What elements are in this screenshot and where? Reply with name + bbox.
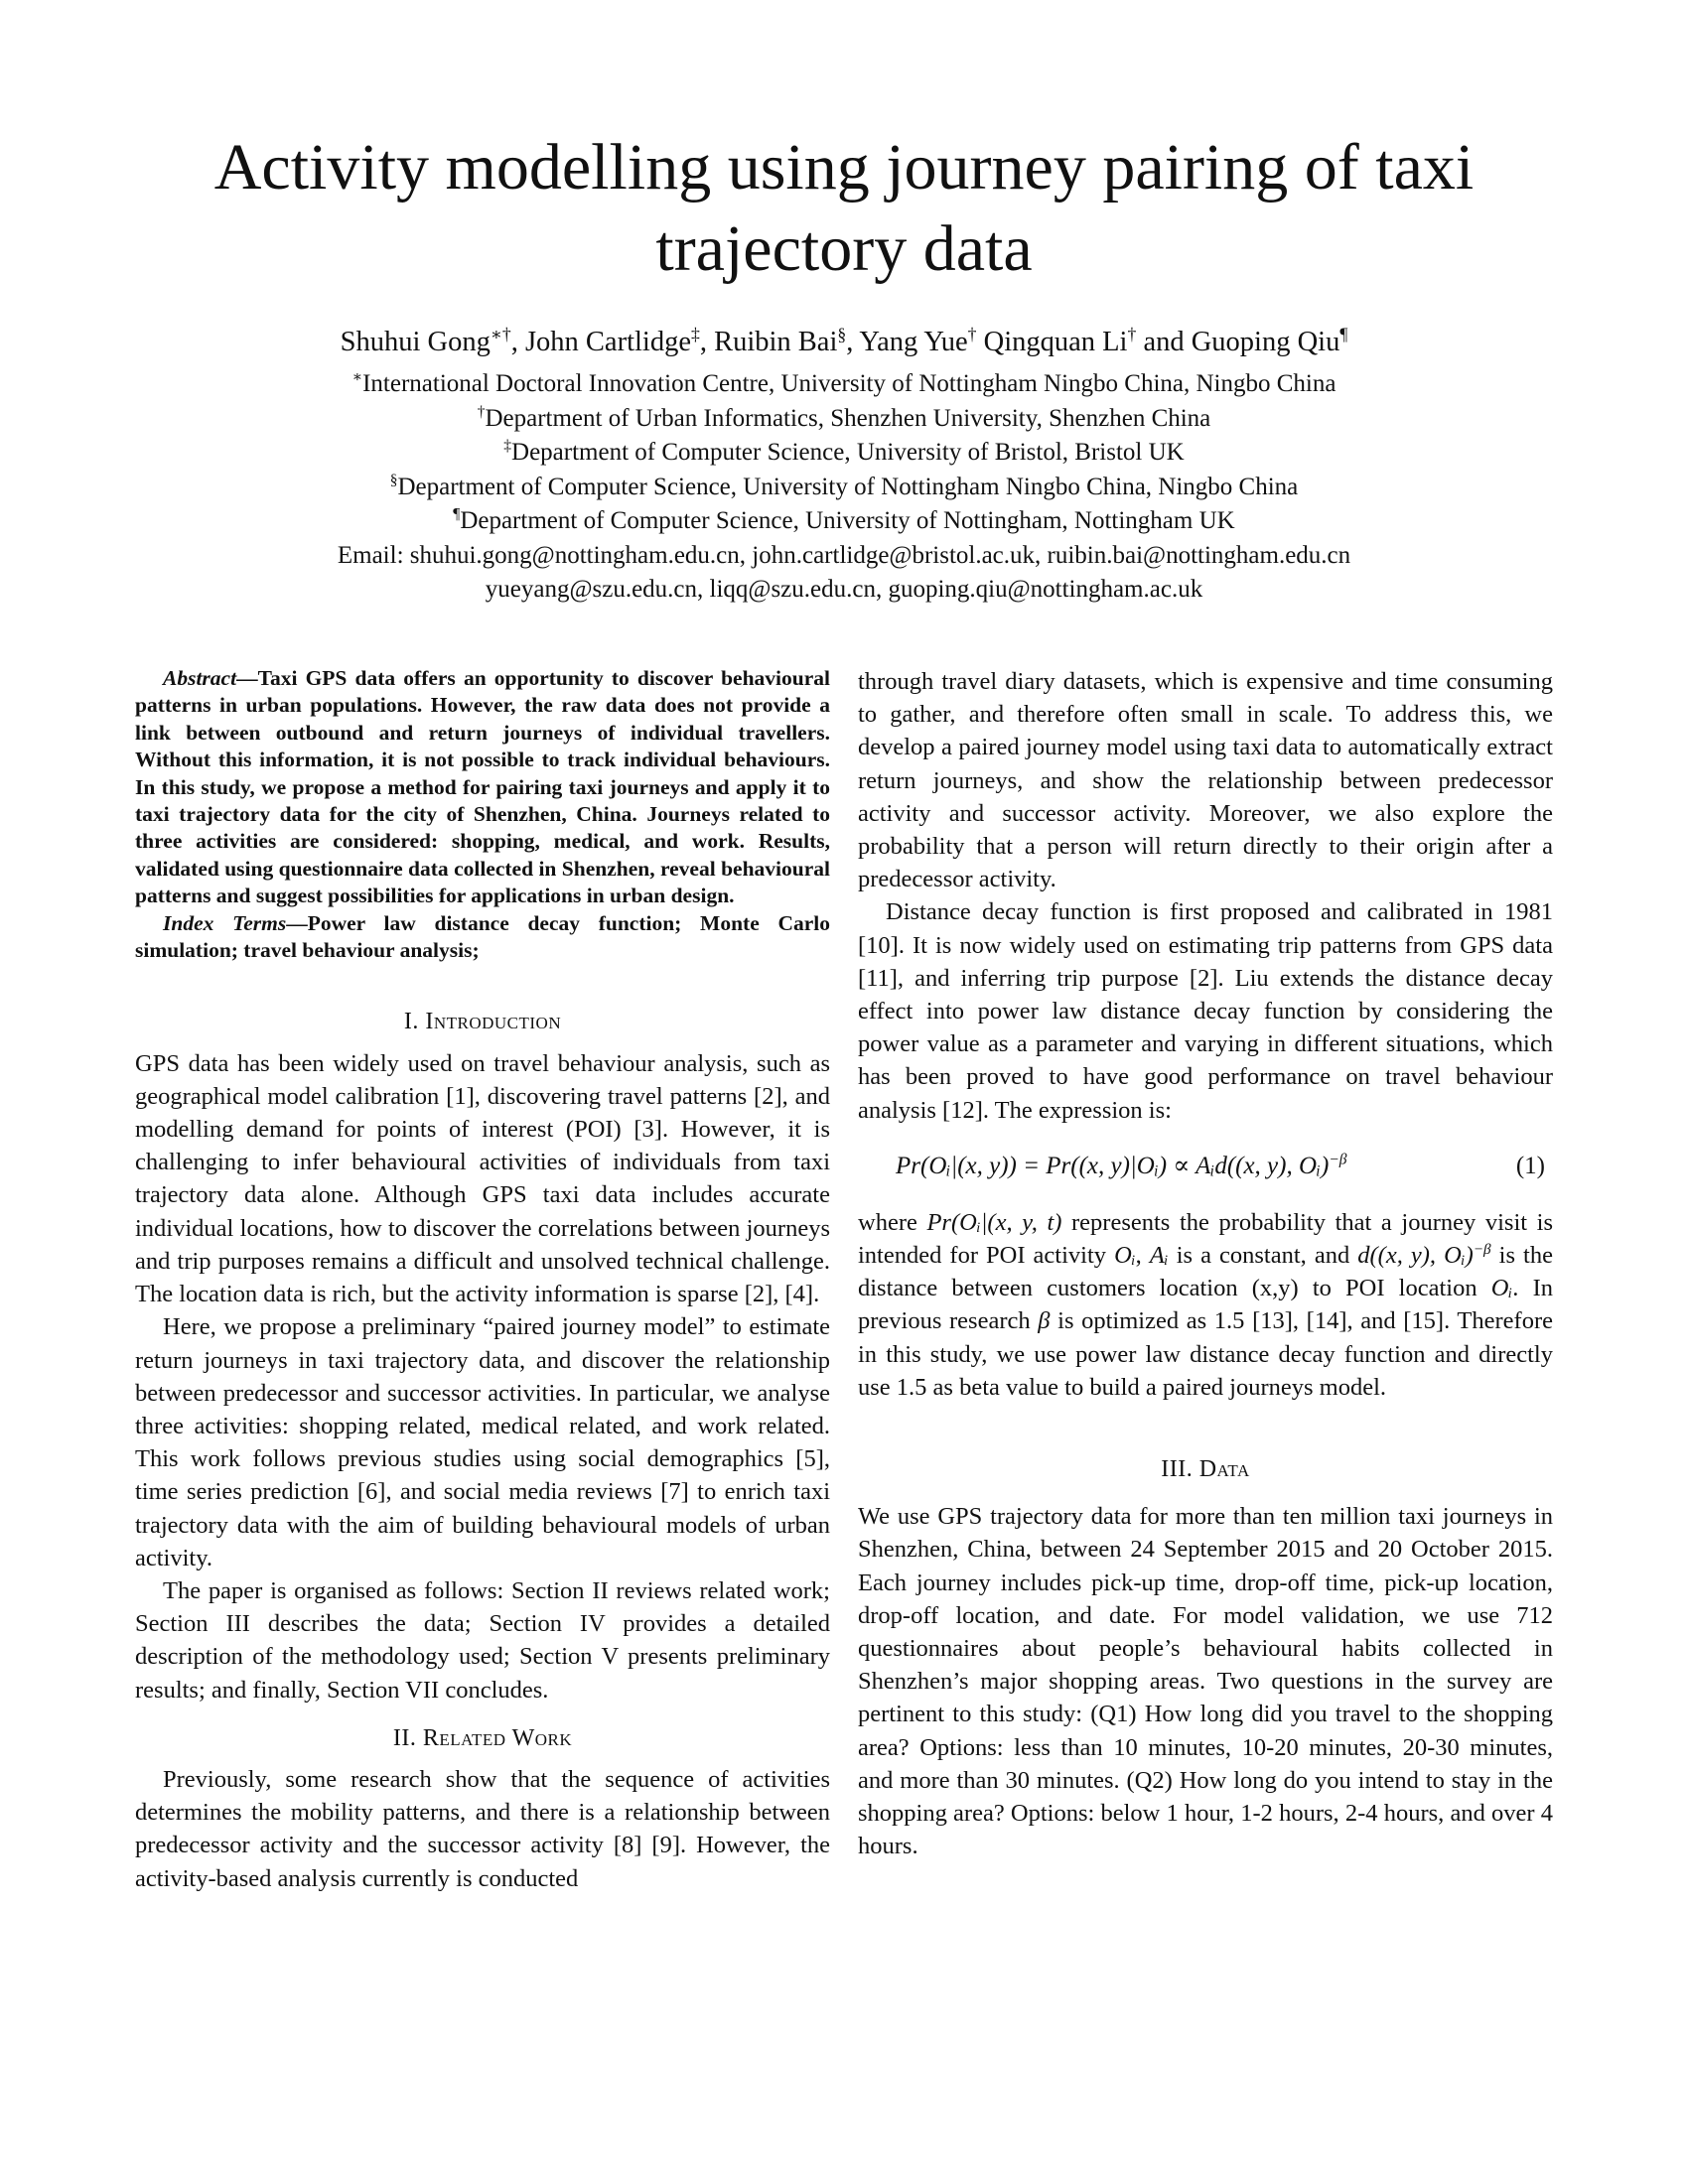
title-line-2: trajectory data — [655, 212, 1033, 285]
equation-body — [896, 1149, 1347, 1184]
affiliation-text: Department of Urban Informatics, Shenzhen University, Shenzhen China — [485, 404, 1211, 432]
section-heading-introduction: I. Introduction — [403, 1009, 562, 1035]
affiliation-line — [119, 471, 1569, 505]
affiliation-mark: † — [477, 403, 486, 421]
text-run: is a constant, and — [1168, 1242, 1358, 1270]
paper-title — [119, 127, 1569, 290]
inline-math-exponent: −β — [1473, 1240, 1491, 1258]
abstract-label: Abstract — [163, 666, 237, 690]
affiliation-text: International Doctoral Innovation Centre, University of Nottingham Ningbo China, Ningbo China — [362, 370, 1336, 397]
affiliation-line — [119, 402, 1569, 437]
affiliation-text: Department of Computer Science, University of Nottingham Ningbo China, Ningbo China — [397, 473, 1299, 500]
affiliation-mark: ¶ — [453, 505, 461, 523]
author-mark: † — [967, 324, 977, 344]
affiliation-line — [119, 504, 1569, 539]
related-paragraph-2: Distance decay function is first proposed and calibrated in 1981 [10]. It is now widely used on estimating trip patterns from GPS data [11], and inferring trip purpose [2]. Liu extends the distance decay effect into power law distance decay function by considering the power value as a parameter and varying in different situations, which has been proved to have good performance on travel behaviour analysis [12]. The expression is: — [858, 898, 1553, 1124]
affiliation-mark: ‡ — [503, 437, 512, 455]
related-paragraph-1-end: through travel diary datasets, which is expensive and time consuming to gather, and therefore often small in scale. To address this, we develop a paired journey model using taxi data to automatically extract return journeys, and show the relationship between predecessor activity and successor activity. Moreover, we also explore the probability that a person will return directly to their origin after a predecessor activity. — [858, 668, 1553, 893]
author-mark: ‡ — [690, 324, 700, 344]
affiliation-mark: ∗ — [352, 368, 363, 386]
left-column — [135, 665, 830, 1895]
author-name: , John Cartlidge — [510, 327, 691, 357]
inline-math: d((x, y), Oᵢ) — [1357, 1242, 1474, 1270]
author-name: , Yang Yue — [846, 327, 968, 357]
text-run: is optimized as 1.5 [13], [14], and [15]. Therefore in this study, we use power law distance decay function and directly use 1.5 as beta value to build a paired journeys model. — [858, 1307, 1553, 1401]
author-name: , Ruibin Bai — [699, 327, 838, 357]
affiliation-block — [119, 367, 1569, 608]
abstract — [135, 665, 830, 910]
author-mark: ∗† — [490, 324, 511, 344]
title-line-1: Activity modelling using journey pairing of taxi — [213, 131, 1475, 204]
equation-number: (1) — [1515, 1152, 1545, 1179]
inline-math: Oᵢ — [1490, 1275, 1513, 1302]
index-terms — [135, 910, 830, 965]
abstract-text: —Taxi GPS data offers an opportunity to discover behavioural patterns in urban populations. However, the raw data does not provide a link between outbound and return journeys of individual travellers. Without this information, it is not possible to track individual behaviours. In this study, we propose a method for pairing taxi journeys and apply it to taxi trajectory data for the city of Shenzhen, China. Journeys related to three activities are considered: shopping, medical, and work. Results, validated using questionnaire data collected in Shenzhen, reveal behavioural patterns and suggest possibilities for applications in urban design. — [135, 666, 830, 908]
text-run: , — [1135, 1242, 1150, 1270]
author-mark: § — [837, 324, 847, 344]
text-run: . In previous research — [858, 1275, 1553, 1335]
affiliation-mark: § — [389, 472, 398, 489]
section-heading-related-work: II. Related Work — [392, 1724, 573, 1751]
text-run: is the distance between customers location (x,y) to POI location — [858, 1242, 1553, 1302]
author-mark: † — [1127, 324, 1137, 344]
author-name: Qingquan Li — [976, 327, 1128, 357]
index-terms-text: —Power law distance decay function; Monte Carlo simulation; travel behaviour analysis; — [135, 910, 830, 963]
author-name: and Guoping Qiu — [1136, 327, 1340, 357]
inline-math: β — [1038, 1307, 1051, 1335]
inline-math: Pr(Oᵢ|(x, y, t) — [926, 1208, 1062, 1236]
equation-exponent: −β — [1329, 1151, 1347, 1168]
affiliation-line — [119, 367, 1569, 402]
affiliation-line — [119, 436, 1569, 471]
equation-text: Pr(Oᵢ|(x, y)) = Pr((x, y)|Oᵢ) ∝ Aᵢd((x, y), Oᵢ) — [896, 1152, 1330, 1179]
author-list — [119, 326, 1569, 359]
email-line: Email: shuhui.gong@nottingham.edu.cn, john.cartlidge@bristol.ac.uk, ruibin.bai@nottingham.edu.cn — [337, 541, 1351, 569]
text-run: where — [858, 1208, 927, 1236]
inline-math: Aᵢ — [1149, 1242, 1169, 1270]
inline-math: Oᵢ — [1114, 1242, 1136, 1270]
section-heading-data: III. Data — [1161, 1456, 1250, 1483]
intro-paragraph-2: Here, we propose a preliminary “paired journey model” to estimate return journeys in taxi trajectory data, and discover the relationship between predecessor and successor activities. In particular, we analyse three activities: shopping related, medical related, and work related. This work follows previous studies using social demographics [5], time series prediction [6], and social media reviews [7] to enrich taxi trajectory data with the aim of building behavioural models of urban activity. — [135, 1313, 830, 1571]
equation-explanation — [858, 1206, 1553, 1404]
intro-paragraph-1: GPS data has been widely used on travel behaviour analysis, such as geographical model calibration [1], discovering travel patterns [2], and modelling demand for points of interest (POI) [3]. However, it is challenging to infer behavioural activities of individuals from taxi trajectory data alone. Although GPS taxi data includes accurate individual locations, how to discover the correlations between journeys and trip purposes remains a difficult and unsolved technical challenge. The location data is rich, but the activity information is sparse [2], [4]. — [135, 1049, 830, 1308]
affiliation-text: Department of Computer Science, University of Nottingham, Nottingham UK — [460, 507, 1235, 534]
right-column — [858, 665, 1553, 1863]
index-terms-label: Index Terms — [163, 910, 287, 935]
related-paragraph-1-start: Previously, some research show that the sequence of activities determines the mobility patterns, and there is a relationship between predecessor activity and the successor activity [8] [9]. However, the activity-based analysis currently is conducted — [135, 1765, 830, 1892]
text-run: represents the probability that a journey visit is intended for POI activity — [858, 1208, 1554, 1270]
intro-paragraph-3: The paper is organised as follows: Section II reviews related work; Section III describes the data; Section IV provides a detailed description of the methodology used; Section V presents preliminary results; and finally, Section VII concludes. — [135, 1576, 830, 1704]
affiliation-text: Department of Computer Science, University of Bristol, Bristol UK — [511, 439, 1185, 466]
author-mark: ¶ — [1339, 324, 1348, 344]
equation-1 — [858, 1149, 1553, 1184]
data-paragraph-1: We use GPS trajectory data for more than ten million taxi journeys in Shenzhen, China, between 24 September 2015 and 20 October 2015. Each journey includes pick-up time, drop-off time, pick-up location, drop-off location, and date. For model validation, we use 712 questionnaires about people’s behavioural habits collected in Shenzhen’s major shopping areas. Two questions in the survey are pertinent to this study: (Q1) How long did you travel to the shopping area? Options: less than 10 minutes, 10-20 minutes, 20-30 minutes, and more than 30 minutes. (Q2) How long do you intend to stay in the shopping area? Options: below 1 hour, 1-2 hours, 2-4 hours, and over 4 hours. — [858, 1503, 1553, 1860]
email-line: yueyang@szu.edu.cn, liqq@szu.edu.cn, guoping.qiu@nottingham.ac.uk — [485, 576, 1203, 603]
author-name: Shuhui Gong — [340, 327, 491, 357]
